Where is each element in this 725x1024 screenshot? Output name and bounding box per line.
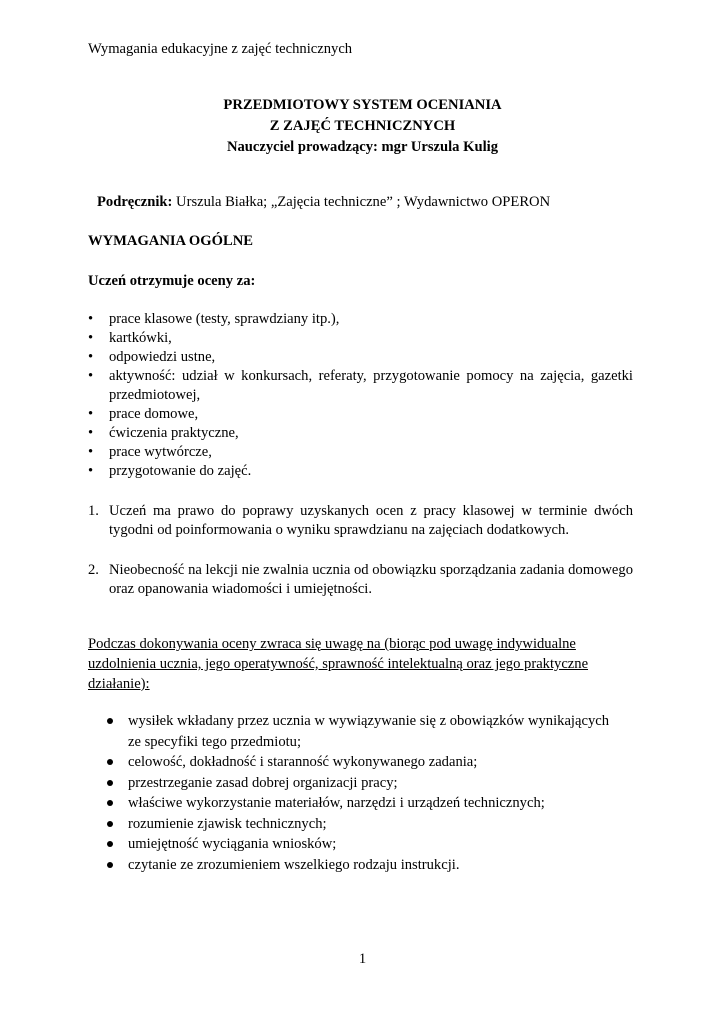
list-item	[88, 502, 633, 540]
list-item	[88, 561, 633, 599]
list-item: • ćwiczenia praktyczne,	[88, 425, 239, 441]
textbook-line	[97, 193, 550, 212]
assessment-intro: Podczas dokonywania oceny zwraca się uwagę na (biorąc pod uwagę indywidualne uzdolnienia ucznia, jego operatywność, sprawność intelektualną oraz jego praktyczne działanie):	[88, 636, 589, 692]
list-item: celowość, dokładność i staranność wykonywanego zadania;	[107, 752, 637, 773]
bullet-icon: •	[88, 444, 94, 460]
bullet-dot-icon	[107, 841, 113, 847]
list-item: • prace klasowe (testy, sprawdziany itp.),	[88, 311, 340, 327]
bullet-icon: •	[88, 368, 94, 384]
rule-text: Nieobecność na lekcji nie zwalnia ucznia od obowiązku sporządzania zadania domowego oraz opanowania wiadomości i umiejętności.	[109, 562, 633, 597]
title-line-1: PRZEDMIOTOWY SYSTEM OCENIANIA	[223, 97, 502, 113]
rule-number: 1.	[88, 503, 99, 519]
list-item: • aktywność: udział w konkursach, referaty, przygotowanie pomocy na zajęcia, gazetki przedmiotowej,	[88, 368, 633, 403]
rule-number: 2.	[88, 562, 99, 578]
list-item: czytanie ze zrozumieniem wszelkiego rodzaju instrukcji.	[107, 855, 637, 876]
bullet-icon: •	[88, 349, 94, 365]
rule-1	[88, 502, 633, 540]
list-item: • prace wytwórcze,	[88, 444, 212, 460]
bullet-icon: •	[88, 425, 94, 441]
bullet-dot-icon	[107, 780, 113, 786]
list-item: przestrzeganie zasad dobrej organizacji pracy;	[107, 773, 637, 794]
list-item: • przygotowanie do zajęć.	[88, 463, 252, 479]
bullet-dot-icon	[107, 862, 113, 868]
title-line-2: Z ZAJĘĆ TECHNICZNYCH	[269, 118, 456, 134]
rule-2	[88, 561, 633, 599]
bullet-icon: •	[88, 406, 94, 422]
page-number: 1	[358, 951, 367, 967]
general-requirements-heading: WYMAGANIA OGÓLNE	[88, 233, 253, 249]
rule-text: Uczeń ma prawo do poprawy uzyskanych ocen z pracy klasowej w terminie dwóch tygodni od poinformowania o wyniku sprawdzianu na zajęciach dodatkowych.	[109, 503, 633, 538]
bullet-icon: •	[88, 330, 94, 346]
bullet-dot-icon	[107, 821, 113, 827]
bullet-dot-icon	[107, 800, 113, 806]
document-title	[0, 96, 725, 159]
title-line-3: Nauczyciel prowadzący: mgr Urszula Kulig	[226, 139, 499, 155]
list-item: • kartkówki,	[88, 330, 172, 346]
list-item: wysiłek wkładany przez ucznia w wywiązywanie się z obowiązków wynikających ze specyfiki tego przedmiotu;	[107, 711, 637, 752]
bullet-dot-icon	[107, 718, 113, 724]
list-item: • odpowiedzi ustne,	[88, 349, 216, 365]
bullet-icon: •	[88, 311, 94, 327]
bullet-icon: •	[88, 463, 94, 479]
grades-list	[88, 310, 633, 481]
list-item: • prace domowe,	[88, 406, 199, 422]
textbook-label: Podręcznik:	[97, 194, 173, 210]
list-item: umiejętność wyciągania wniosków;	[107, 834, 637, 855]
running-header: Wymagania edukacyjne z zajęć technicznych	[88, 41, 353, 57]
grades-heading: Uczeń otrzymuje oceny za:	[88, 273, 256, 289]
textbook-value: Urszula Białka; „Zajęcia techniczne” ; Wydawnictwo OPERON	[172, 194, 551, 210]
list-item-continuation: ze specyfiki tego przedmiotu;	[128, 733, 302, 750]
list-item: właściwe wykorzystanie materiałów, narzędzi i urządzeń technicznych;	[107, 793, 637, 814]
bullet-dot-icon	[107, 759, 113, 765]
assessment-list	[107, 711, 637, 875]
list-item: rozumienie zjawisk technicznych;	[107, 814, 637, 835]
